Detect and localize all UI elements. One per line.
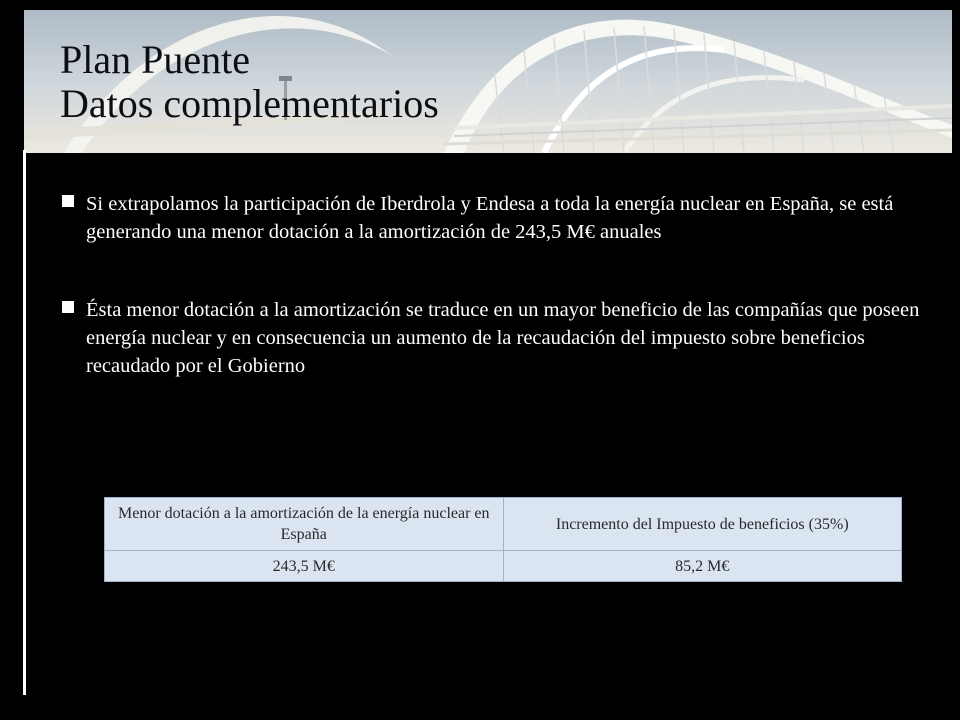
table-header-cell: Incremento del Impuesto de beneficios (35%) [503,498,902,551]
square-bullet-icon [62,301,74,313]
table-cell: 85,2 M€ [503,551,902,582]
table-cell: 243,5 M€ [105,551,504,582]
bullet-list [62,190,947,430]
square-bullet-icon [62,195,74,207]
title-line-2: Datos complementarios [60,81,439,126]
table-row [105,551,902,582]
title-line-1: Plan Puente [60,37,250,82]
bullet-text: Si extrapolamos la participación de Iberdrola y Endesa a toda la energía nuclear en España, se está generando una menor dotación a la amortización de 243,5 M€ anuales [86,193,894,243]
table-header-row [105,498,902,551]
bullet-text: Ésta menor dotación a la amortización se traduce en un mayor beneficio de las compañías que poseen energía nuclear y en consecuencia un aumento de la recaudación del impuesto sobre beneficios recaudado por el Gobierno [86,299,920,377]
bullet-item [62,190,947,246]
left-divider-line [23,150,26,695]
table-header-cell: Menor dotación a la amortización de la energía nuclear en España [105,498,504,551]
data-table [104,497,902,582]
bullet-item [62,296,947,380]
slide-title [60,38,439,126]
